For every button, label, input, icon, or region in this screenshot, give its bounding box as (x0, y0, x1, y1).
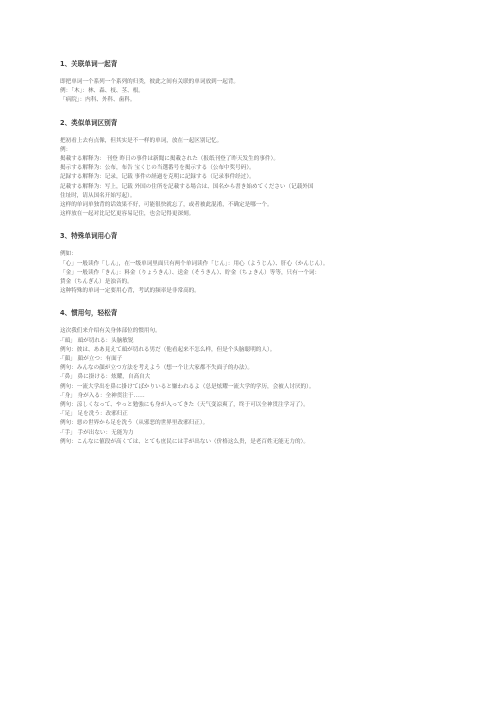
paragraph-line: 这样的单词单独背的话效果不好，可能很快就忘了，或者被此混淆，不确定是哪一个。 (60, 202, 273, 209)
paragraph-line: ·「頭」 頭が切れる：头脑敏锐 (60, 337, 134, 344)
paragraph-line: ·「身」 身が入る：全神贯注于…… (60, 392, 145, 399)
section-heading: 2、类似单词区别背 (60, 118, 118, 127)
section-1 (60, 60, 440, 106)
paragraph-line: 「心」一般读作「しん」，在一级单词里面只有两个单词读作「じん」：用心（ようじん）、肝心（かんじん）。 (60, 260, 329, 267)
paragraph-line: 这样放在一起对比记忆更容易记住，也会记得更深刻。 (60, 211, 195, 218)
section-3 (60, 232, 440, 296)
paragraph-line: ·「鼻」 鼻に掛ける：炫耀，自高自大 (60, 374, 151, 381)
paragraph-line: 掲載する解释为： 刊登 昨日の事件は新聞に掲載された（报纸刊登了昨天发生的事件）。 (60, 156, 279, 163)
paragraph-line: 「金」一般读作「きん」：料金（りょうきん）、送金（そうきん）、貯金（ちょきん）等等，只有一个词： (60, 269, 321, 276)
section-heading: 4、惯用句，轻松背 (60, 309, 118, 318)
paragraph-line: 記録する解释为：记录，记载 事件の経過を克明に記録する（记录事件经过）。 (60, 174, 255, 181)
paragraph-line: 例句：彼は、ああ見えて頭が切れる男だ（他看起来不怎么样，但是个头脑聪明的人）。 (60, 346, 276, 353)
paragraph-line: 住址时，请从国名开始写起）。 (60, 192, 136, 199)
paragraph-line: ·「手」 手が出ない：无能为力 (60, 429, 134, 436)
paragraph-line: 把初看上去有点像，但其实是不一样的单词，放在一起区别记忆。 (60, 137, 223, 144)
paragraph-line: 这次我们来介绍有关身体部位的惯用句。 (60, 328, 161, 335)
paragraph-line: 例句：悪の世界から足を洗う（从邪恶的世界里改邪归正）。 (60, 420, 209, 427)
paragraph-line: 例句：一流大学出を鼻に掛けてばかりいると嫌われるよ（总是炫耀一流大学的学历，会被人讨厌的）。 (60, 383, 315, 390)
paragraph-line: ·「顔」 顔が立つ：有面子 (60, 356, 123, 363)
section-4 (60, 309, 440, 447)
paragraph-line: 賃金（ちんぎん）是浊音的。 (60, 279, 133, 286)
paragraph-line: 例：「木」：林、森、枝、茎、根。 (60, 88, 144, 95)
section-2 (60, 119, 440, 220)
section-heading: 3、特殊单词用心背 (60, 232, 118, 241)
paragraph-line: 这种特殊的单词一定要用心背，考试的频率是非常高的。 (60, 288, 200, 295)
paragraph-line: 例句：涼しくなって、やっと勉強にも身が入ってきた（天气变凉爽了，终于可以全神贯注学习了）。 (60, 402, 309, 409)
paragraph-line: 掲示する解释为：公布，布告 宝くじの当選番号を掲示する（公布中奖号码）。 (60, 165, 255, 172)
paragraph-line: 即把单词一个系列一个系列的归类，彼此之间有关联的单词放到一起背。 (60, 79, 240, 85)
paragraph-line: 例句：こんなに値段が高くては、とても庶民には手が出ない（价格这么贵，是老百姓无能无力的）。 (60, 438, 309, 445)
paragraph-line: 例句：みんなの顔が立つ方法を考えよう（想一个让大家都不失面子的办法）。 (60, 365, 253, 372)
paragraph-line: ·「足」 足を洗う：改邪归正 (60, 411, 128, 418)
document-page (60, 60, 440, 456)
paragraph-line: 例： (60, 146, 72, 153)
paragraph-line: 記載する解释为：写上，记载 外国の住所を記載する場合は、国名から書き始めてください（记载外国 (60, 183, 314, 190)
paragraph-line: 例如： (60, 251, 77, 258)
paragraph-line: 「病院」：内科、外科、歯科。 (60, 97, 136, 104)
section-heading: 1、关联单词一起背 (60, 60, 118, 68)
